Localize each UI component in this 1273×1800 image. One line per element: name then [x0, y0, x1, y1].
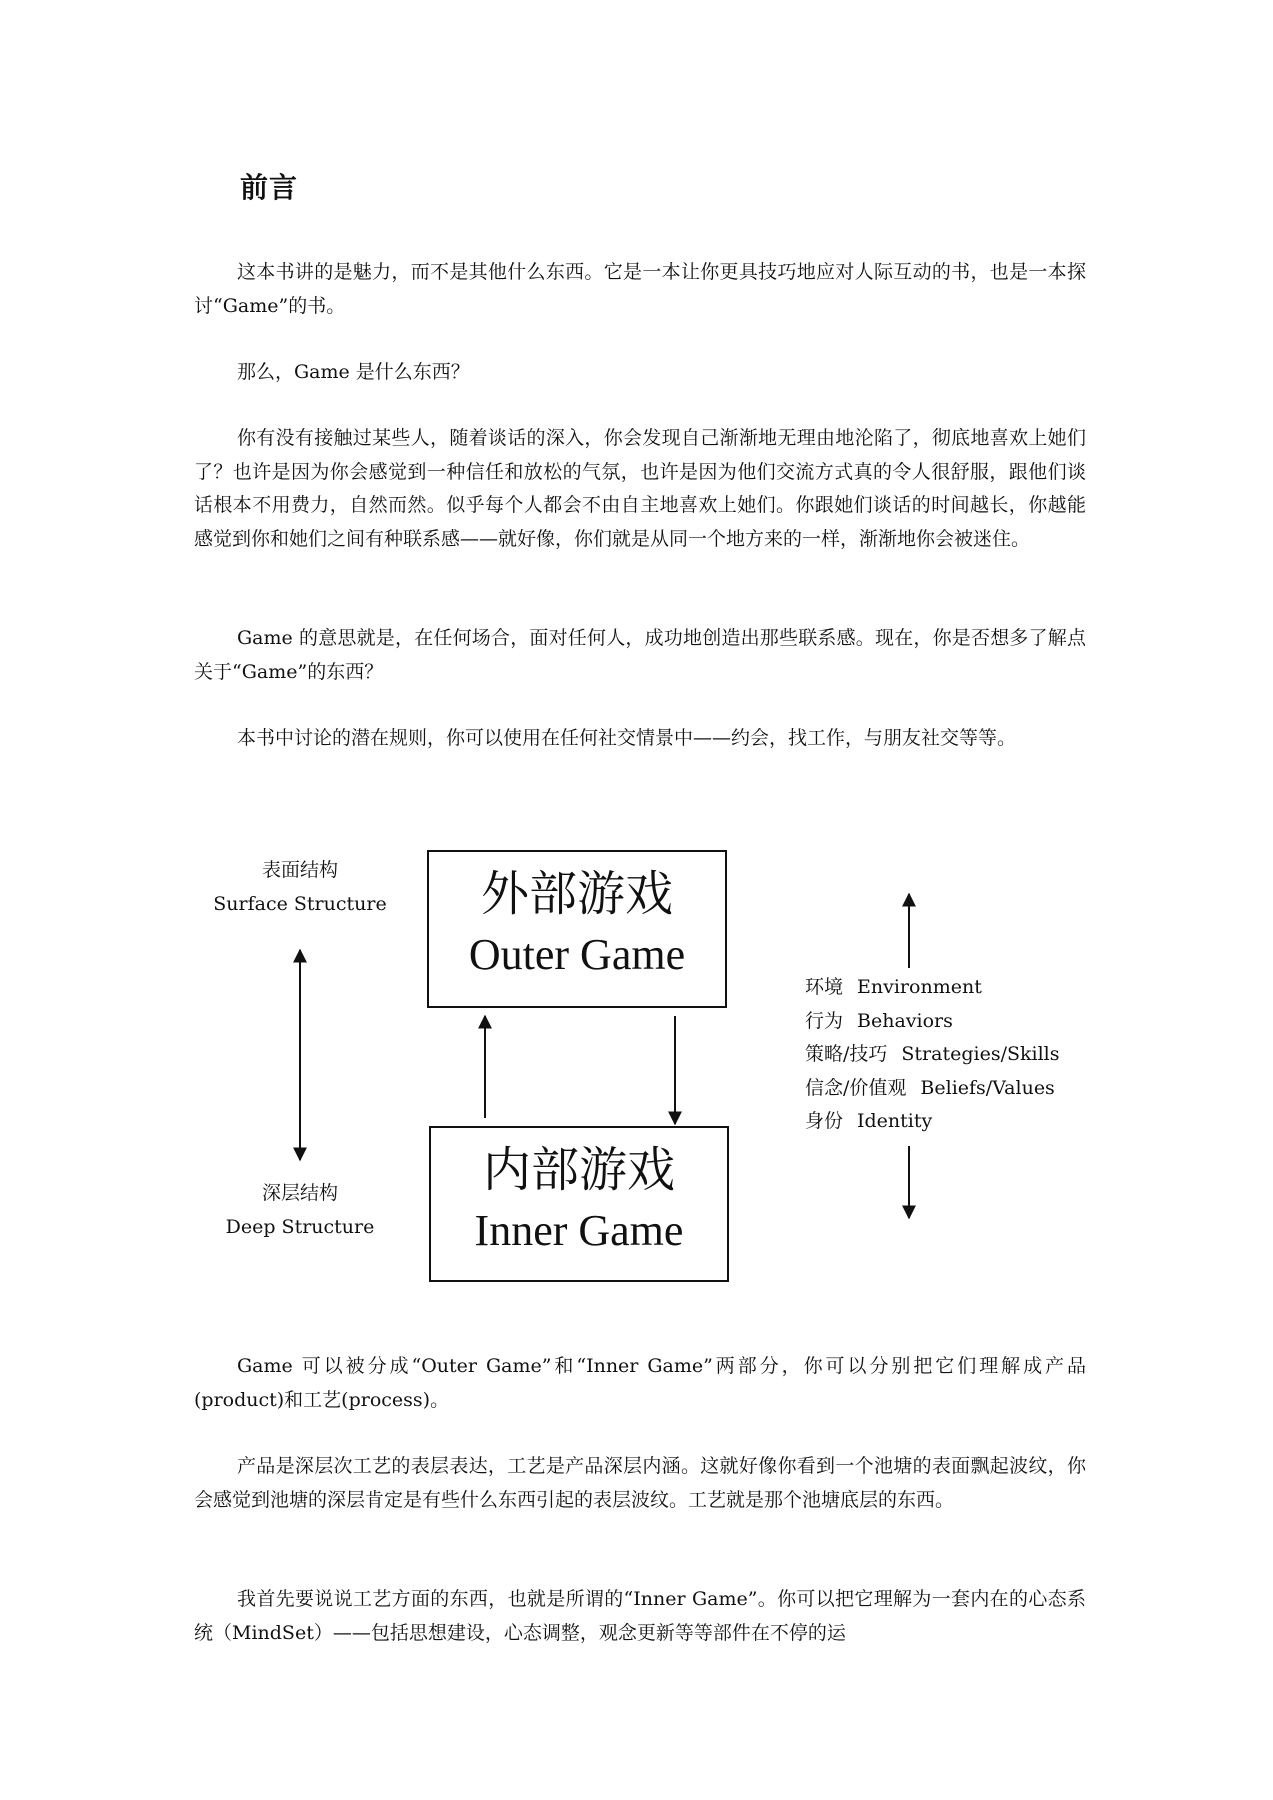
paragraph-5: 本书中讨论的潜在规则，你可以使用在任何社交情景中——约会，找工作，与朋友社交等等。 [237, 727, 1017, 749]
deep-structure-label [204, 1176, 396, 1244]
deep-structure-zh: 深层结构 [261, 1182, 338, 1204]
inner-game-zh: 内部游戏 [482, 1142, 675, 1198]
level-en: Beliefs/Values [920, 1076, 1055, 1099]
level-zh: 策略/技巧 [805, 1043, 888, 1065]
inner-game-box [429, 1126, 729, 1282]
outer-game-zh: 外部游戏 [480, 866, 673, 922]
levels-list [805, 971, 1060, 1139]
paragraph-1: 这本书讲的是魅力，而不是其他什么东西。它是一本让你更具技巧地应对人际互动的书，也是一本探讨“Game”的书。 [194, 261, 1086, 317]
surface-structure-zh: 表面结构 [261, 859, 338, 881]
outer-game-box [427, 850, 727, 1008]
level-item [805, 1038, 1060, 1072]
inner-game-en: Inner Game [474, 1206, 684, 1255]
outer-game-en: Outer Game [468, 930, 686, 979]
level-en: Strategies/Skills [901, 1043, 1060, 1065]
level-en: Environment [857, 976, 982, 998]
level-item [805, 1005, 1060, 1039]
surface-structure-label [204, 853, 396, 921]
paragraph-2: 那么，Game 是什么东西？ [237, 361, 470, 383]
level-zh: 信念/价值观 [805, 1076, 907, 1099]
paragraph-3: 你有没有接触过某些人，随着谈话的深入，你会发现自己渐渐地无理由地沦陷了，彻底地喜欢上她们了？也许是因为你会感觉到一种信任和放松的气氛，也许是因为他们交流方式真的令人很舒服，跟他们谈话根本不用费力，自然而然。似乎每个人都会不由自主地喜欢上她们。你跟她们谈话的时间越长，你越能感觉到你和她们之间有种联系感——就好像，你们就是从同一个地方来的一样，渐渐地你会被迷住。 [194, 427, 1086, 550]
surface-structure-en: Surface Structure [213, 893, 387, 915]
level-item [805, 1072, 1060, 1106]
paragraph-6: Game 可以被分成“Outer Game”和“Inner Game”两部分，你可以分别把它们理解成产品(product)和工艺(process)。 [194, 1355, 1086, 1411]
deep-structure-en: Deep Structure [225, 1216, 375, 1238]
level-zh: 行为 [805, 1009, 844, 1032]
level-en: Identity [857, 1110, 933, 1132]
section-heading: 前言 [240, 171, 299, 204]
level-zh: 环境 [805, 976, 844, 998]
level-item [805, 1105, 1060, 1139]
paragraph-7: 产品是深层次工艺的表层表达，工艺是产品深层内涵。这就好像你看到一个池塘的表面飘起波纹，你会感觉到池塘的深层肯定是有些什么东西引起的表层波纹。工艺就是那个池塘底层的东西。 [194, 1455, 1086, 1511]
paragraph-8: 我首先要说说工艺方面的东西，也就是所谓的“Inner Game”。你可以把它理解为一套内在的心态系统（MindSet）——包括思想建设，心态调整，观念更新等等部件在不停的运 [194, 1588, 1086, 1644]
paragraph-4: Game 的意思就是，在任何场合，面对任何人，成功地创造出那些联系感。现在，你是否想多了解点关于“Game”的东西？ [194, 627, 1086, 683]
level-item [805, 971, 1060, 1005]
level-zh: 身份 [805, 1110, 844, 1132]
level-en: Behaviors [857, 1009, 953, 1032]
